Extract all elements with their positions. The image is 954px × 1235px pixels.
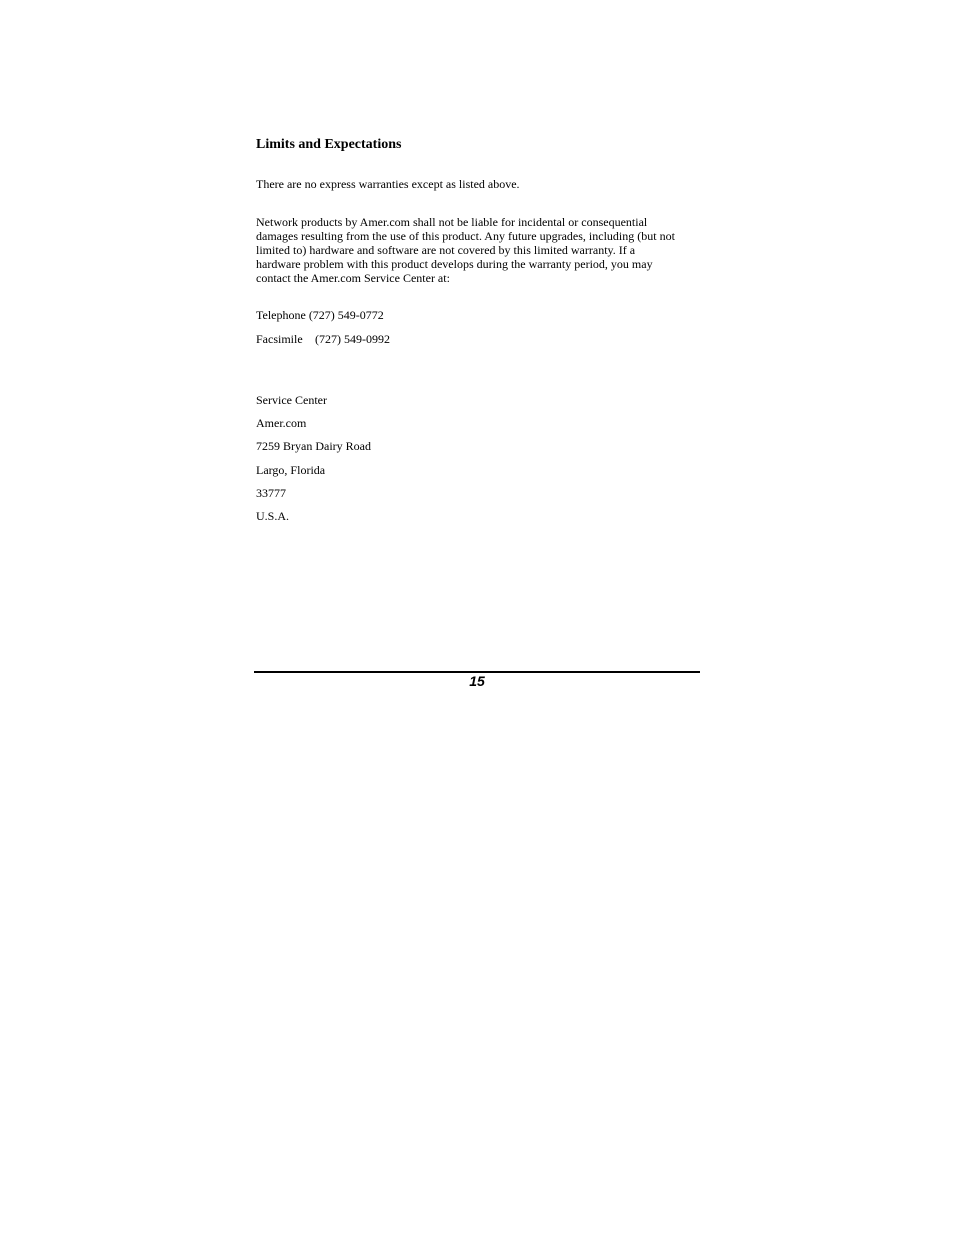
address-line: 7259 Bryan Dairy Road	[256, 439, 371, 453]
telephone-number: (727) 549-0772	[308, 308, 384, 322]
liability-line: damages resulting from the use of this product. Any future upgrades, including (but not	[256, 229, 675, 243]
section-heading: Limits and Expectations	[256, 137, 402, 152]
address-line: Largo, Florida	[256, 463, 326, 477]
address-line: U.S.A.	[256, 509, 290, 523]
address-line: Service Center	[256, 393, 327, 407]
telephone-label: Telephone	[256, 308, 306, 322]
liability-paragraph	[256, 215, 700, 285]
address-line: 33777	[256, 486, 286, 500]
telephone-line	[256, 308, 384, 322]
fax-number: (727) 549-0992	[315, 332, 390, 346]
address-line: Amer.com	[256, 416, 307, 430]
fax-label: Facsimile	[256, 332, 303, 346]
fax-line	[256, 332, 390, 346]
liability-line: contact the Amer.com Service Center at:	[256, 271, 450, 285]
liability-line: hardware problem with this product develops during the warranty period, you may	[256, 257, 653, 271]
liability-line: limited to) hardware and software are not covered by this limited warranty. If a	[256, 243, 636, 257]
page-number: 15	[469, 673, 485, 689]
intro-paragraph: There are no express warranties except as listed above.	[256, 177, 520, 191]
liability-line: Network products by Amer.com shall not be liable for incidental or consequential	[256, 215, 648, 229]
